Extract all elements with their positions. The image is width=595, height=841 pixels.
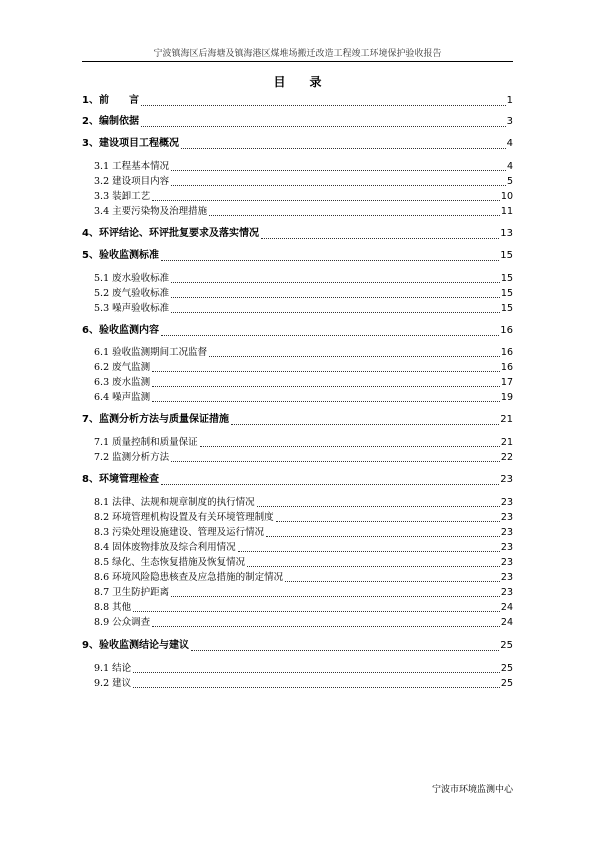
toc-section-entry[interactable] — [82, 301, 513, 316]
toc-section-entry[interactable] — [82, 390, 513, 405]
toc-entry-page-number: 23 — [500, 474, 513, 485]
dot-leader — [285, 581, 500, 582]
toc-entry-page-number: 15 — [500, 273, 513, 284]
toc-entry-page-number: 21 — [500, 437, 513, 448]
toc-entry-label: 5.2 废气验收标准 — [94, 288, 170, 299]
toc-entry-page-number: 25 — [500, 640, 513, 651]
toc-chapter-entry[interactable] — [82, 136, 513, 152]
dot-leader — [171, 170, 506, 171]
toc-section-entry[interactable] — [82, 570, 513, 585]
toc-entry-label: 8.7 卫生防护距离 — [94, 587, 170, 598]
dot-leader — [171, 596, 500, 597]
dot-leader — [161, 260, 499, 261]
toc-entry-label: 3.1 工程基本情况 — [94, 161, 170, 172]
toc-section-entry[interactable] — [82, 510, 513, 525]
running-header: 宁波镇海区后海塘及镇海港区煤堆场搬迁改造工程竣工环境保护验收报告 — [153, 49, 442, 59]
toc-entry-label: 1、前 言 — [82, 95, 139, 106]
toc-section-entry[interactable] — [82, 555, 513, 570]
toc-entry-label: 9.2 建议 — [94, 678, 132, 689]
toc-entry-label: 6、验收监测内容 — [82, 325, 159, 336]
toc-section-entry[interactable] — [82, 360, 513, 375]
toc-chapter-entry[interactable] — [82, 472, 513, 488]
toc-section-entry[interactable] — [82, 189, 513, 204]
dot-leader — [133, 611, 500, 612]
dot-leader — [209, 356, 500, 357]
dot-leader — [141, 105, 506, 106]
toc-entry-page-number: 3 — [506, 116, 513, 127]
dot-leader — [152, 386, 500, 387]
toc-entry-label: 7.1 质量控制和质量保证 — [94, 437, 198, 448]
toc-entry-page-number: 15 — [500, 288, 513, 299]
toc-entry-page-number: 24 — [500, 602, 513, 613]
dot-leader — [266, 536, 500, 537]
dot-leader — [238, 551, 500, 552]
toc-entry-page-number: 23 — [500, 557, 513, 568]
dot-leader — [257, 506, 500, 507]
toc-section-entry[interactable] — [82, 676, 513, 691]
dot-leader — [231, 424, 499, 425]
toc-entry-label: 3.4 主要污染物及治理措施 — [94, 206, 208, 217]
toc-entry-page-number: 25 — [500, 663, 513, 674]
toc-section-entry[interactable] — [82, 435, 513, 450]
toc-entry-label: 9、验收监测结论与建议 — [82, 640, 189, 651]
toc-entry-label: 8、环境管理检查 — [82, 474, 159, 485]
toc-entry-label: 9.1 结论 — [94, 663, 132, 674]
toc-entry-page-number: 24 — [500, 617, 513, 628]
toc-chapter-entry[interactable] — [82, 323, 513, 339]
toc-entry-page-number: 23 — [500, 497, 513, 508]
toc-entry-page-number: 23 — [500, 512, 513, 523]
toc-entry-page-number: 23 — [500, 542, 513, 553]
toc-section-entry[interactable] — [82, 495, 513, 510]
toc-section-entry[interactable] — [82, 174, 513, 189]
toc-chapter-entry[interactable] — [82, 226, 513, 242]
toc-section-entry[interactable] — [82, 204, 513, 219]
dot-leader — [161, 335, 499, 336]
dot-leader — [181, 148, 506, 149]
dot-leader — [276, 521, 500, 522]
dot-leader — [152, 371, 500, 372]
toc-entry-page-number: 23 — [500, 572, 513, 583]
toc-entry-label: 5.1 废水验收标准 — [94, 273, 170, 284]
toc-entry-label: 6.3 废水监测 — [94, 377, 151, 388]
dot-leader — [209, 215, 500, 216]
toc-entry-label: 7、监测分析方法与质量保证措施 — [82, 414, 229, 425]
toc-entry-page-number: 23 — [500, 527, 513, 538]
toc-section-entry[interactable] — [82, 525, 513, 540]
dot-leader — [141, 126, 506, 127]
toc-entry-label: 5、验收监测标准 — [82, 250, 159, 261]
toc-entry-label: 2、编制依据 — [82, 116, 139, 127]
toc-chapter-entry[interactable] — [82, 248, 513, 264]
toc-entry-label: 8.8 其他 — [94, 602, 132, 613]
toc-section-entry[interactable] — [82, 271, 513, 286]
dot-leader — [261, 238, 499, 239]
toc-entry-page-number: 5 — [506, 176, 513, 187]
dot-leader — [247, 566, 500, 567]
toc-entry-label: 5.3 噪声验收标准 — [94, 303, 170, 314]
toc-entry-page-number: 11 — [500, 206, 513, 217]
toc-entry-label: 3.2 建设项目内容 — [94, 176, 170, 187]
toc-section-entry[interactable] — [82, 286, 513, 301]
toc-entry-page-number: 23 — [500, 587, 513, 598]
toc-entry-page-number: 13 — [500, 228, 513, 239]
toc-entry-page-number: 10 — [500, 191, 513, 202]
toc-entry-label: 6.1 验收监测期间工况监督 — [94, 347, 208, 358]
toc-entry-page-number: 15 — [500, 303, 513, 314]
toc-entry-label: 8.4 固体废物排放及综合利用情况 — [94, 542, 236, 553]
toc-section-entry[interactable] — [82, 600, 513, 615]
dot-leader — [152, 200, 500, 201]
toc-section-entry[interactable] — [82, 585, 513, 600]
toc-entry-page-number: 4 — [506, 161, 513, 172]
toc-entry-label: 4、环评结论、环评批复要求及落实情况 — [82, 228, 259, 239]
toc-entry-page-number: 16 — [500, 325, 513, 336]
dot-leader — [171, 297, 500, 298]
toc-entry-label: 8.3 污染处理设施建设、管理及运行情况 — [94, 527, 265, 538]
toc-entry-label: 6.4 噪声监测 — [94, 392, 151, 403]
dot-leader — [171, 312, 500, 313]
dot-leader — [171, 282, 500, 283]
toc-section-entry[interactable] — [82, 345, 513, 360]
toc-entry-page-number: 19 — [500, 392, 513, 403]
toc-chapter-entry[interactable] — [82, 93, 513, 109]
dot-leader — [200, 446, 500, 447]
dot-leader — [152, 401, 500, 402]
dot-leader — [171, 185, 506, 186]
toc-section-entry[interactable] — [82, 450, 513, 465]
dot-leader — [152, 626, 500, 627]
toc-entry-label: 8.6 环境风险隐患核查及应急措施的制定情况 — [94, 572, 284, 583]
toc-section-entry[interactable] — [82, 615, 513, 630]
toc-entry-page-number: 21 — [500, 414, 513, 425]
toc-entry-label: 6.2 废气监测 — [94, 362, 151, 373]
dot-leader — [161, 484, 499, 485]
toc-chapter-entry[interactable] — [82, 412, 513, 428]
toc-section-entry[interactable] — [82, 540, 513, 555]
toc-entry-page-number: 17 — [500, 377, 513, 388]
header-rule — [82, 61, 513, 62]
dot-leader — [191, 650, 499, 651]
toc-entry-label: 3.3 装卸工艺 — [94, 191, 151, 202]
toc-entry-page-number: 1 — [506, 95, 513, 106]
toc-section-entry[interactable] — [82, 159, 513, 174]
toc-entry-label: 8.1 法律、法规和规章制度的执行情况 — [94, 497, 255, 508]
toc-title: 目录 — [273, 75, 346, 89]
toc-entry-label: 7.2 监测分析方法 — [94, 452, 170, 463]
toc-entry-label: 8.5 绿化、生态恢复措施及恢复情况 — [94, 557, 246, 568]
toc-section-entry[interactable] — [82, 661, 513, 676]
toc-entry-label: 3、建设项目工程概况 — [82, 138, 179, 149]
toc-entry-page-number: 15 — [500, 250, 513, 261]
toc-entry-page-number: 25 — [500, 678, 513, 689]
toc-section-entry[interactable] — [82, 375, 513, 390]
toc-entry-page-number: 4 — [506, 138, 513, 149]
toc-entry-label: 8.9 公众调查 — [94, 617, 151, 628]
footer-organization: 宁波市环境监测中心 — [431, 785, 513, 795]
dot-leader — [171, 461, 500, 462]
toc-chapter-entry[interactable] — [82, 638, 513, 654]
toc-entry-label: 8.2 环境管理机构设置及有关环境管理制度 — [94, 512, 274, 523]
toc-entry-page-number: 16 — [500, 362, 513, 373]
dot-leader — [133, 672, 500, 673]
dot-leader — [133, 687, 500, 688]
toc-entry-page-number: 22 — [500, 452, 513, 463]
toc-entry-page-number: 16 — [500, 347, 513, 358]
toc-chapter-entry[interactable] — [82, 114, 513, 130]
